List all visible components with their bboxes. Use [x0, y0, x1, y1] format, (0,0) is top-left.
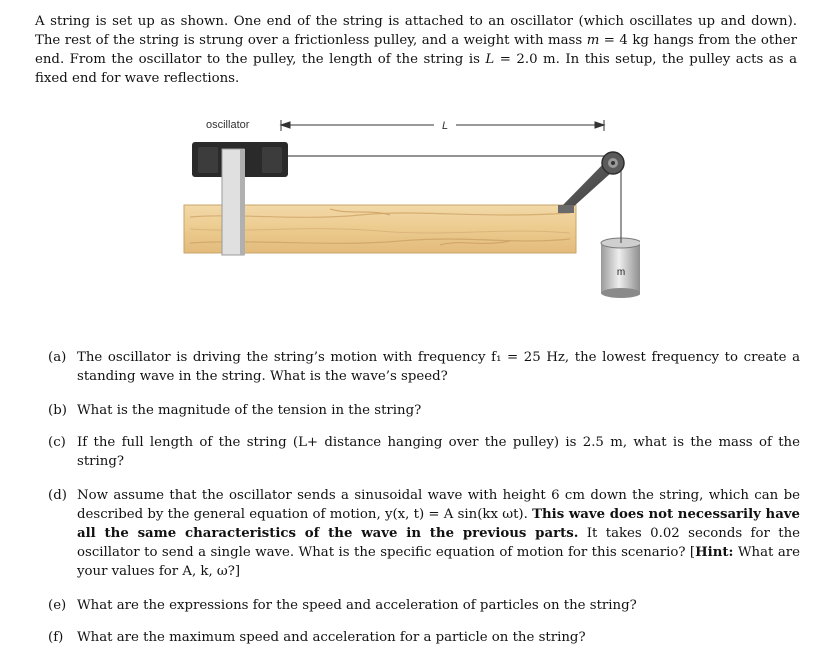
- pulley: [558, 152, 624, 213]
- question-text: The oscillator is driving the string’s motion with frequency f₁ = 25 Hz, the lowest frequency to create a standing wave in the string. What is the wave’s speed?: [77, 350, 800, 384]
- hint-label: Hint:: [695, 545, 734, 560]
- length-label: L: [441, 120, 449, 132]
- emphasis-text: This wave does not necessarily have all the same characteristics of the wave in the previous parts.: [77, 507, 800, 541]
- question-text: What are the expressions for the speed and acceleration of particles on the string?: [77, 598, 637, 613]
- question-a: [48, 348, 800, 386]
- oscillator-label: oscillator: [206, 119, 250, 131]
- intro-text-3: = 2.0 m. In this setup, the pulley acts as a fixed end for wave reflections.: [35, 52, 797, 86]
- question-text: If the full length of the string (L+ distance hanging over the pulley) is 2.5 m, what is the mass of the string?: [77, 435, 800, 469]
- question-label: (c): [48, 435, 66, 450]
- question-text: What are the maximum speed and acceleration for a particle on the string?: [77, 630, 586, 645]
- question-label: (a): [48, 350, 67, 365]
- question-label: (f): [48, 630, 64, 645]
- question-c: [48, 433, 800, 471]
- setup-figure: [180, 105, 640, 305]
- problem-intro: [35, 12, 797, 88]
- question-text: What is the magnitude of the tension in the string?: [77, 403, 422, 418]
- question-e: [48, 596, 800, 615]
- question-label: (b): [48, 403, 67, 418]
- intro-text-1: A string is set up as shown. One end of the string is attached to an oscillator (which oscillates up and down). The rest of the string is strung over a frictionless pulley, and a weight with mass: [35, 14, 797, 48]
- question-d: [48, 486, 800, 581]
- question-b: [48, 401, 800, 420]
- intro-text-2: = 4 kg hangs from the other end. From the oscillator to the pulley, the length of the string is: [35, 33, 797, 67]
- question-label: (d): [48, 488, 67, 503]
- mass-symbol: m: [586, 33, 600, 48]
- question-text: Now assume that the oscillator sends a sinusoidal wave with height 6 cm down the string, which can be described by the general equation of motion, y(x, t) = A sin(kx ωt). This wave does not necessarily have all the same characteristics of the wave in the previous parts. It takes 0.02 seconds for the oscillator to send a single wave. What is the specific equation of motion for this scenario? [Hint: What are your values for A, k, ω?]: [77, 488, 801, 579]
- question-f: [48, 628, 800, 647]
- mass-label: m: [616, 267, 626, 278]
- question-label: (e): [48, 598, 67, 613]
- length-symbol: L: [485, 52, 495, 67]
